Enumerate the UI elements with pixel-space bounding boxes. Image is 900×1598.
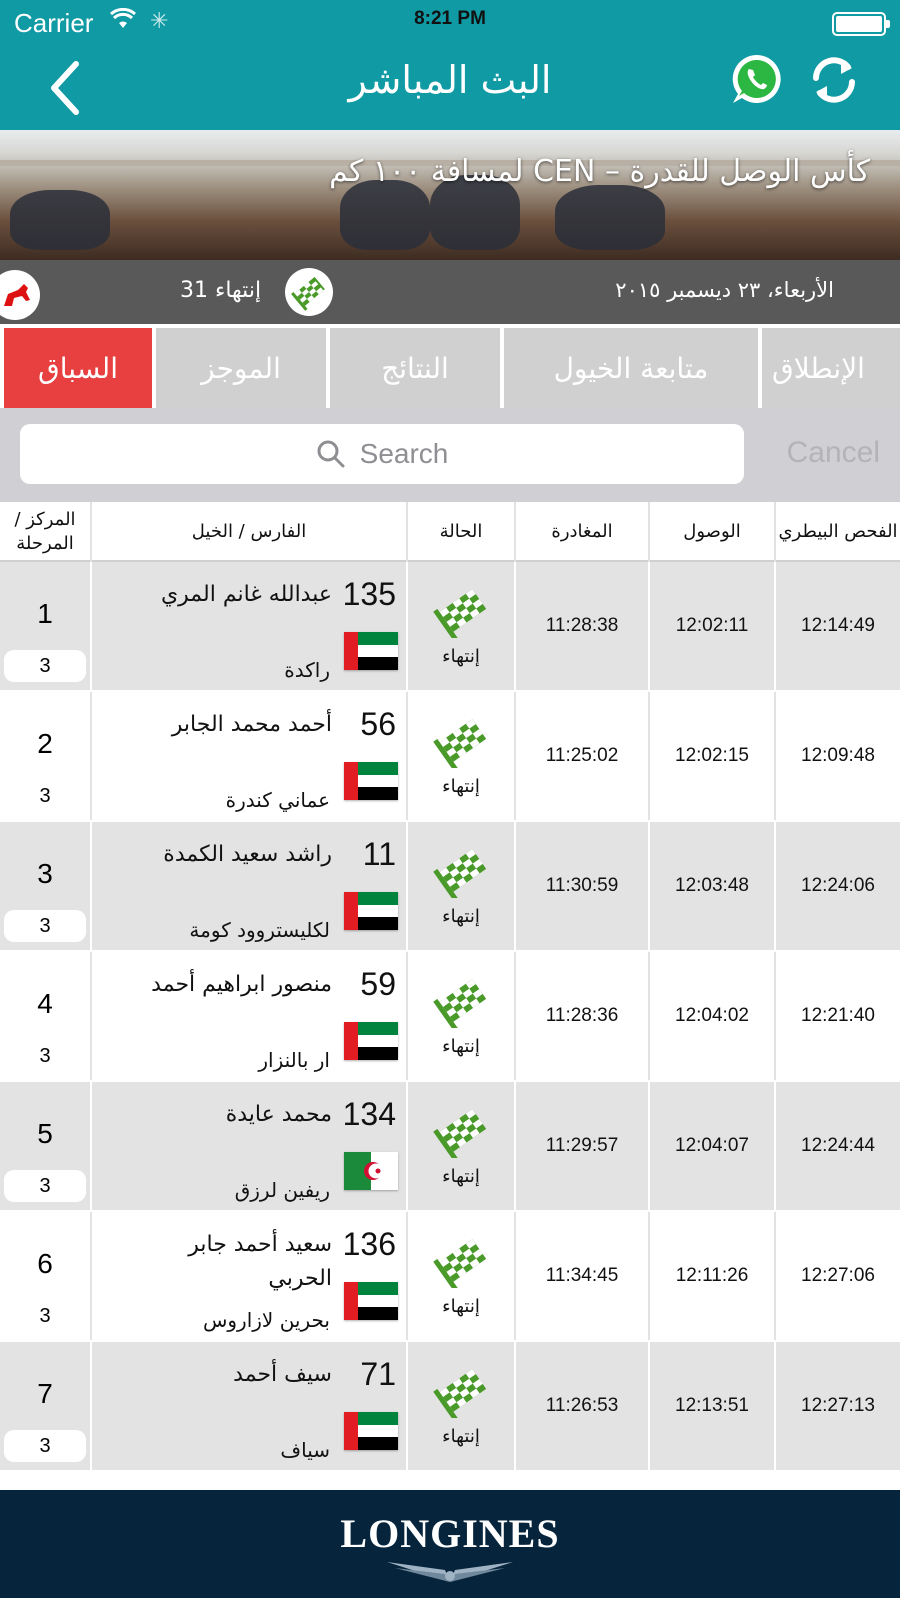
stage-badge: 3 [4, 1300, 86, 1332]
stage-badge: 3 [4, 1170, 86, 1202]
tab-bar [0, 324, 900, 408]
search-placeholder: Search [359, 438, 449, 469]
arrival-time: 12:02:11 [648, 562, 774, 690]
table-row[interactable] [0, 822, 900, 952]
header-rider-horse: الفارس / الخيل [90, 502, 406, 562]
rank: 1 [37, 598, 53, 629]
race-info-strip [0, 260, 900, 324]
brand-wings-icon [385, 1556, 515, 1586]
position-cell [0, 562, 90, 690]
uae-flag-icon [344, 892, 398, 930]
tab-race[interactable]: السباق [4, 328, 152, 408]
rider-number: 56 [360, 706, 396, 742]
position-cell [0, 1342, 90, 1470]
status-cell [406, 952, 514, 1080]
stage-badge: 3 [4, 1430, 86, 1462]
rider-name: أحمد محمد الجابر [171, 712, 332, 737]
status-text: إنتهاء [442, 1296, 480, 1317]
cancel-button[interactable]: Cancel [786, 436, 880, 469]
top-bar [0, 0, 900, 130]
header-arrival: الوصول [648, 502, 774, 562]
status-cell [406, 1082, 514, 1210]
horse-name: سياف [280, 1438, 330, 1462]
rider-horse-cell [90, 692, 406, 820]
table-body [0, 562, 900, 1502]
rank: 2 [37, 728, 53, 759]
stage-badge: 3 [4, 1040, 86, 1072]
activity-spinner-icon: ✳ [150, 8, 169, 33]
page-title: البث المباشر [348, 58, 552, 102]
banner-horse-rider [555, 185, 665, 250]
rider-name: منصور ابراهيم أحمد [151, 972, 332, 997]
stage-badge: 3 [4, 910, 86, 942]
race-table [0, 502, 900, 1502]
search-input[interactable] [20, 424, 744, 484]
race-title: كأس الوصل للقدرة – CEN لمسافة ١٠٠ كم [329, 154, 870, 189]
rider-horse-cell [90, 952, 406, 1080]
position-cell [0, 822, 90, 950]
tab-start[interactable]: الإنطلاق [762, 328, 900, 408]
tab-summary[interactable]: الموجز [156, 328, 326, 408]
status-time: 8:21 PM [414, 8, 486, 29]
departure-time: 11:30:59 [514, 822, 648, 950]
rider-name: محمد عايدة [225, 1102, 332, 1127]
arrival-time: 12:02:15 [648, 692, 774, 820]
departure-time: 11:25:02 [514, 692, 648, 820]
status-bar [0, 0, 900, 46]
race-banner [0, 130, 900, 260]
horse-name: بحرين لازاروس [202, 1308, 330, 1332]
status-cell [406, 1342, 514, 1470]
stage-badge: 3 [4, 780, 86, 812]
checkered-flag-icon [430, 978, 492, 1028]
arrival-time: 12:03:48 [648, 822, 774, 950]
rank: 3 [37, 858, 53, 889]
vet-check-time: 12:14:49 [774, 562, 900, 690]
refresh-button[interactable] [808, 54, 860, 106]
race-date: الأربعاء، ٢٣ ديسمبر ٢٠١٥ [615, 278, 834, 302]
rider-number: 71 [360, 1356, 396, 1392]
header-departure: المغادرة [514, 502, 648, 562]
uae-flag-icon [344, 632, 398, 670]
uae-flag-icon [344, 1282, 398, 1320]
carrier-label: Carrier [14, 8, 94, 38]
whatsapp-icon [730, 52, 784, 106]
status-text: إنتهاء [442, 1036, 480, 1057]
checkered-flag-icon [430, 1108, 492, 1158]
status-text: إنتهاء [442, 1426, 480, 1447]
checkered-flag-icon [430, 1368, 492, 1418]
vet-check-time: 12:09:48 [774, 692, 900, 820]
position-cell [0, 692, 90, 820]
horse-name: عماني كندرة [225, 788, 330, 812]
position-cell [0, 952, 90, 1080]
vet-check-time: 12:24:06 [774, 822, 900, 950]
banner-horse-rider [10, 190, 110, 250]
whatsapp-share-button[interactable] [730, 52, 784, 106]
finish-flag-icon [285, 268, 333, 316]
departure-time: 11:29:57 [514, 1082, 648, 1210]
stage-badge: 3 [4, 650, 86, 682]
table-row[interactable] [0, 1342, 900, 1472]
departure-time: 11:26:53 [514, 1342, 648, 1470]
search-bar [0, 408, 900, 502]
table-row[interactable] [0, 692, 900, 822]
checkered-flag-icon [430, 848, 492, 898]
checkered-flag-icon [430, 718, 492, 768]
rider-horse-cell [90, 562, 406, 690]
vet-check-time: 12:27:06 [774, 1212, 900, 1340]
tab-horse-tracking[interactable]: متابعة الخيول [504, 328, 758, 408]
table-row[interactable] [0, 1082, 900, 1212]
rider-number: 136 [342, 1226, 396, 1262]
vet-check-time: 12:27:13 [774, 1342, 900, 1470]
status-cell [406, 692, 514, 820]
footer [0, 1490, 900, 1598]
rank: 6 [37, 1248, 53, 1279]
position-cell [0, 1082, 90, 1210]
arrival-time: 12:04:02 [648, 952, 774, 1080]
checkered-flag-icon [430, 588, 492, 638]
status-text: إنتهاء [442, 1166, 480, 1187]
table-header [0, 502, 900, 562]
rider-horse-cell [90, 1082, 406, 1210]
rider-number: 134 [342, 1096, 396, 1132]
table-row[interactable] [0, 562, 900, 692]
battery-icon [832, 12, 886, 36]
banner-horse-rider [340, 180, 430, 250]
horse-name: لكليستروود كومة [189, 918, 330, 942]
header-position: المركز / المرحلة [14, 509, 76, 554]
table-row[interactable] [0, 1212, 900, 1342]
brand-logo: LONGINES [340, 1511, 560, 1556]
vet-check-time: 12:21:40 [774, 952, 900, 1080]
finished-count: إنتهاء 31 [180, 278, 262, 303]
vet-check-time: 12:24:44 [774, 1082, 900, 1210]
horse-name: ار بالنزار [258, 1048, 330, 1072]
status-text: إنتهاء [442, 906, 480, 927]
horse-name: ريفين لرزق [234, 1178, 330, 1202]
refresh-icon [808, 54, 860, 106]
status-cell [406, 1212, 514, 1340]
algeria-flag-icon [344, 1152, 398, 1190]
arrival-time: 12:11:26 [648, 1212, 774, 1340]
table-row[interactable] [0, 952, 900, 1082]
rider-name: راشد سعيد الكمدة [163, 842, 332, 867]
uae-flag-icon [344, 1412, 398, 1450]
arrival-time: 12:13:51 [648, 1342, 774, 1470]
rank: 7 [37, 1378, 53, 1409]
rider-name: سعيد أحمد جابر الحربي [188, 1232, 332, 1291]
status-text: إنتهاء [442, 776, 480, 797]
uae-flag-icon [344, 762, 398, 800]
uae-flag-icon [344, 1022, 398, 1060]
position-cell [0, 1212, 90, 1340]
checkered-flag-icon [430, 1238, 492, 1288]
horse-logo-icon [0, 270, 40, 320]
departure-time: 11:28:36 [514, 952, 648, 1080]
header-vet-check: الفحص البيطري [774, 502, 900, 562]
departure-time: 11:34:45 [514, 1212, 648, 1340]
departure-time: 11:28:38 [514, 562, 648, 690]
horse-name: راكدة [284, 658, 330, 682]
rider-horse-cell [90, 822, 406, 950]
rider-number: 135 [342, 576, 396, 612]
rank: 5 [37, 1118, 53, 1149]
status-text: إنتهاء [442, 646, 480, 667]
header-status: الحالة [406, 502, 514, 562]
rank: 4 [37, 988, 53, 1019]
rider-number: 11 [362, 836, 396, 872]
rider-horse-cell [90, 1212, 406, 1340]
status-cell [406, 562, 514, 690]
rider-number: 59 [360, 966, 396, 1002]
status-cell [406, 822, 514, 950]
rider-name: سيف أحمد [233, 1362, 332, 1387]
rider-name: عبدالله غانم المري [160, 582, 332, 607]
arrival-time: 12:04:07 [648, 1082, 774, 1210]
search-icon [316, 439, 346, 469]
tab-results[interactable]: النتائج [330, 328, 500, 408]
rider-horse-cell [90, 1342, 406, 1470]
